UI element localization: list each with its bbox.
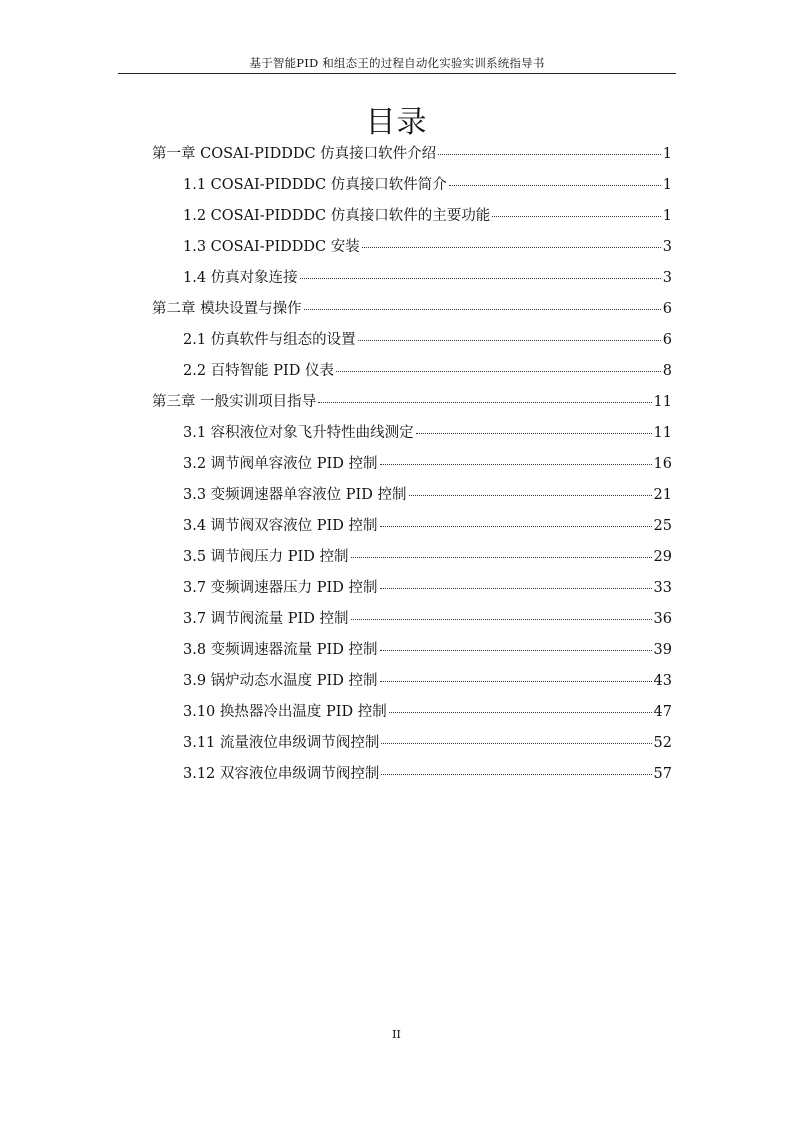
toc-section-entry[interactable]	[183, 361, 672, 381]
toc-entry-page: 57	[653, 766, 672, 782]
toc-leader-dots	[409, 495, 652, 496]
toc-entry-label: 第三章 一般实训项目指导	[152, 394, 317, 410]
toc-entry-page: 29	[653, 549, 672, 565]
toc-leader-dots	[351, 619, 652, 620]
toc-leader-dots	[380, 650, 652, 651]
toc-entry-label: 第一章 COSAI-PIDDDC 仿真接口软件介绍	[152, 146, 437, 162]
toc-leader-dots	[336, 371, 661, 372]
toc-entry-label: 3.3 变频调速器单容液位 PID 控制	[183, 487, 407, 503]
toc-section-entry[interactable]	[183, 516, 672, 536]
toc-entry-page: 8	[662, 363, 672, 379]
toc-entry-label: 2.2 百特智能 PID 仪表	[183, 363, 334, 379]
running-header: 基于智能PID 和组态王的过程自动化实验实训系统指导书	[249, 56, 545, 70]
toc-leader-dots	[362, 247, 661, 248]
toc-section-entry[interactable]	[183, 671, 672, 691]
toc-entry-page: 52	[653, 735, 672, 751]
toc-section-entry[interactable]	[183, 454, 672, 474]
toc-section-entry[interactable]	[183, 764, 672, 784]
toc-section-entry[interactable]	[183, 237, 672, 257]
toc-section-entry[interactable]	[183, 175, 672, 195]
toc-entry-page: 43	[653, 673, 672, 689]
toc-entry-page: 25	[653, 518, 672, 534]
toc-leader-dots	[381, 774, 651, 775]
toc-leader-dots	[358, 340, 661, 341]
toc-entry-page: 1	[662, 146, 672, 162]
toc-section-entry[interactable]	[183, 609, 672, 629]
toc-section-entry[interactable]	[183, 423, 672, 443]
toc-section-entry[interactable]	[183, 485, 672, 505]
toc-entry-page: 11	[653, 394, 672, 410]
toc-entry-label: 3.1 容积液位对象飞升特性曲线测定	[183, 425, 414, 441]
toc-entry-label: 3.7 调节阀流量 PID 控制	[183, 611, 349, 627]
toc-leader-dots	[380, 588, 652, 589]
toc-entry-page: 47	[653, 704, 672, 720]
toc-entry-label: 第二章 模块设置与操作	[152, 301, 302, 317]
toc-section-entry[interactable]	[183, 702, 672, 722]
toc-section-entry[interactable]	[183, 330, 672, 350]
toc-entry-label: 3.10 换热器冷出温度 PID 控制	[183, 704, 387, 720]
toc-entry-page: 16	[653, 456, 672, 472]
toc-title: 目录	[365, 105, 428, 140]
toc-leader-dots	[381, 743, 651, 744]
toc-entry-label: 1.1 COSAI-PIDDDC 仿真接口软件简介	[183, 177, 447, 193]
page-number: II	[392, 1028, 401, 1041]
toc-entry-label: 3.5 调节阀压力 PID 控制	[183, 549, 349, 565]
toc-leader-dots	[318, 402, 651, 403]
toc-entry-label: 3.11 流量液位串级调节阀控制	[183, 735, 380, 751]
toc-entry-label: 1.4 仿真对象连接	[183, 270, 298, 286]
header-rule	[118, 73, 676, 74]
toc-section-entry[interactable]	[183, 733, 672, 753]
toc-entry-label: 3.12 双容液位串级调节阀控制	[183, 766, 380, 782]
toc-section-entry[interactable]	[183, 206, 672, 226]
toc-chapter-entry[interactable]	[152, 299, 672, 319]
toc-entry-label: 3.4 调节阀双容液位 PID 控制	[183, 518, 378, 534]
toc-leader-dots	[389, 712, 652, 713]
toc-entry-page: 6	[662, 301, 672, 317]
toc-entry-page: 11	[653, 425, 672, 441]
toc-leader-dots	[304, 309, 661, 310]
toc-entry-page: 1	[662, 208, 672, 224]
toc-entry-page: 39	[653, 642, 672, 658]
toc-leader-dots	[449, 185, 661, 186]
toc-section-entry[interactable]	[183, 268, 672, 288]
toc-entry-page: 3	[662, 270, 672, 286]
toc-entry-page: 21	[653, 487, 672, 503]
toc-entry-label: 3.7 变频调速器压力 PID 控制	[183, 580, 378, 596]
toc-chapter-entry[interactable]	[152, 144, 672, 164]
toc-entry-label: 1.2 COSAI-PIDDDC 仿真接口软件的主要功能	[183, 208, 491, 224]
toc-leader-dots	[380, 464, 652, 465]
toc-entry-page: 3	[662, 239, 672, 255]
toc-entry-label: 3.8 变频调速器流量 PID 控制	[183, 642, 378, 658]
toc-leader-dots	[438, 154, 661, 155]
toc-entry-page: 33	[653, 580, 672, 596]
toc-leader-dots	[300, 278, 661, 279]
toc-leader-dots	[416, 433, 652, 434]
toc-leader-dots	[351, 557, 652, 558]
toc-entry-label: 2.1 仿真软件与组态的设置	[183, 332, 356, 348]
toc-entry-page: 36	[653, 611, 672, 627]
toc-section-entry[interactable]	[183, 547, 672, 567]
toc-entry-label: 1.3 COSAI-PIDDDC 安装	[183, 239, 360, 255]
toc-leader-dots	[492, 216, 661, 217]
toc-entry-page: 1	[662, 177, 672, 193]
toc-entry-label: 3.9 锅炉动态水温度 PID 控制	[183, 673, 378, 689]
toc-chapter-entry[interactable]	[152, 392, 672, 412]
toc-entry-label: 3.2 调节阀单容液位 PID 控制	[183, 456, 378, 472]
toc-leader-dots	[380, 526, 652, 527]
toc-entry-page: 6	[662, 332, 672, 348]
toc-leader-dots	[380, 681, 652, 682]
toc-section-entry[interactable]	[183, 640, 672, 660]
toc-section-entry[interactable]	[183, 578, 672, 598]
